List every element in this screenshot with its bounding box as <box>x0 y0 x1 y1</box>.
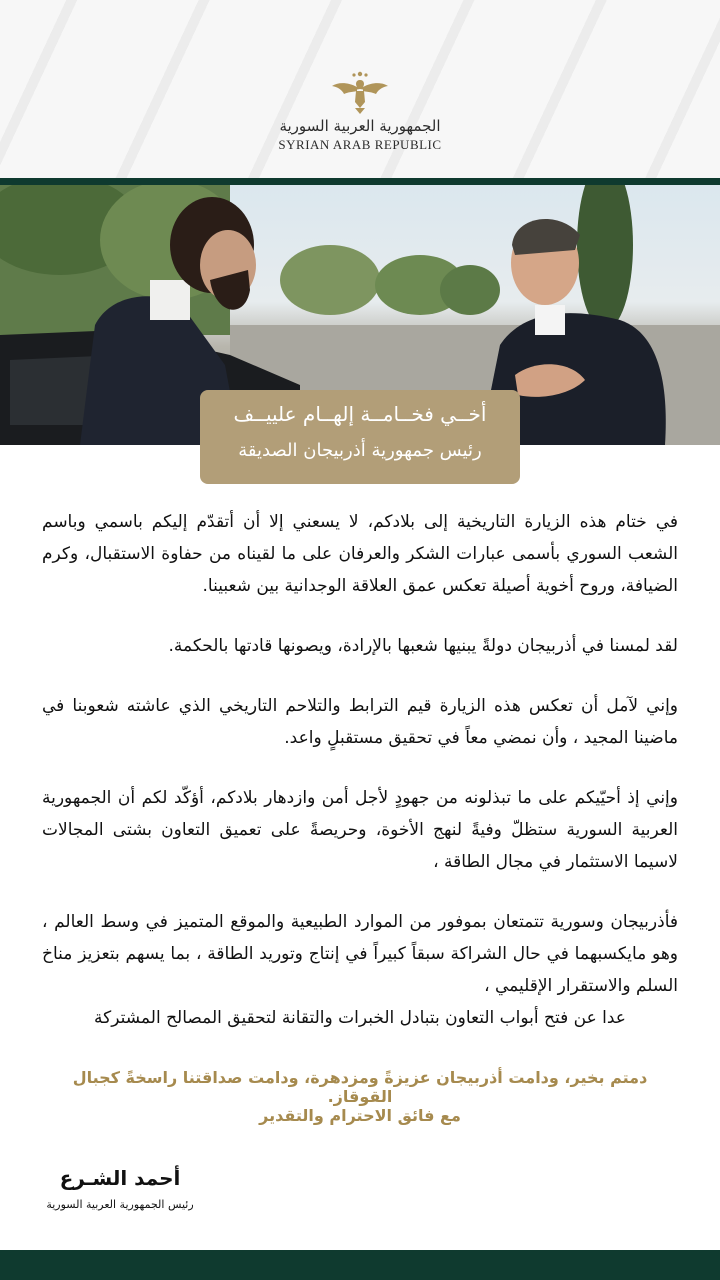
eagle-emblem-icon <box>330 68 390 116</box>
letter-body <box>42 506 678 1062</box>
signer-title: رئيس الجمهورية العربية السورية <box>46 1198 194 1211</box>
country-name-english: SYRIAN ARAB REPUBLIC <box>278 137 442 152</box>
top-green-band <box>0 178 720 185</box>
bottom-green-band <box>0 1250 720 1280</box>
closing-wish: دمتم بخير، ودامت أذربيجان عزيزةً ومزدهرة، ودامت صداقتنا راسخةً كجبال القوقاز. <box>72 1068 648 1106</box>
closing-regards: مع فائق الاحترام والتقدير <box>259 1106 461 1125</box>
paragraph: في ختام هذه الزيارة التاريخية إلى بلادكم، لا يسعني إلا أن أتقدّم إليكم باسمي وباسم الشعب السوري بأسمى عبارات الشكر والعرفان على ما لقيناه من حفاوة الاستقبال، وكرم الضيافة، وروح أخوية أصيلة تعكس عمق العلاقة الوجدانية بين شعبينا. <box>42 512 678 596</box>
recipient-name: أخــي فخــامــة إلهــام علييــف <box>233 402 487 426</box>
signer-name: أحمد الشـرع <box>59 1166 181 1190</box>
country-name-arabic: الجمهورية العربية السورية <box>279 117 441 135</box>
recipient-position: رئيس جمهورية أذربيجان الصديقة <box>238 440 482 461</box>
paragraph: عدا عن فتح أبواب التعاون بتبادل الخبرات والتقانة لتحقيق المصالح المشتركة <box>94 1008 626 1028</box>
recipient-title-box <box>200 390 520 484</box>
paragraph: فأذربيجان وسورية تتمتعان بموفور من الموارد الطبيعية والموقع المتميز في وسط العالم ، وهو مايكسبهما في حال الشراكة سبقاً كبيراً في إنتاج وتوريد الطاقة ، بما يسهم بتعزيز مناخ السلم والاستقرار الإقليمي ، <box>42 912 678 996</box>
paragraph: لقد لمسنا في أذربيجان دولةً يبنيها شعبها بالإرادة، ويصونها قادتها بالحكمة. <box>168 636 678 656</box>
paragraph: وإني إذ أحيّيكم على ما تبذلونه من جهودٍ لأجل أمن وازدهار بلادكم، أؤكّد لكم أن الجمهورية العربية السورية ستظلّ وفيةً لنهج الأخوة، وحريصةً على تعميق التعاون بشتى المجالات لاسيما الاستثمار في مجال الطاقة ، <box>42 788 678 872</box>
paragraph: وإني لآمل أن تعكس هذه الزيارة قيم الترابط والتلاحم التاريخي الذي عاشته شعوبنا في ماضينا المجيد ، وأن نمضي معاً في تحقيق مستقبلٍ واعد. <box>42 696 678 748</box>
header <box>0 0 720 178</box>
